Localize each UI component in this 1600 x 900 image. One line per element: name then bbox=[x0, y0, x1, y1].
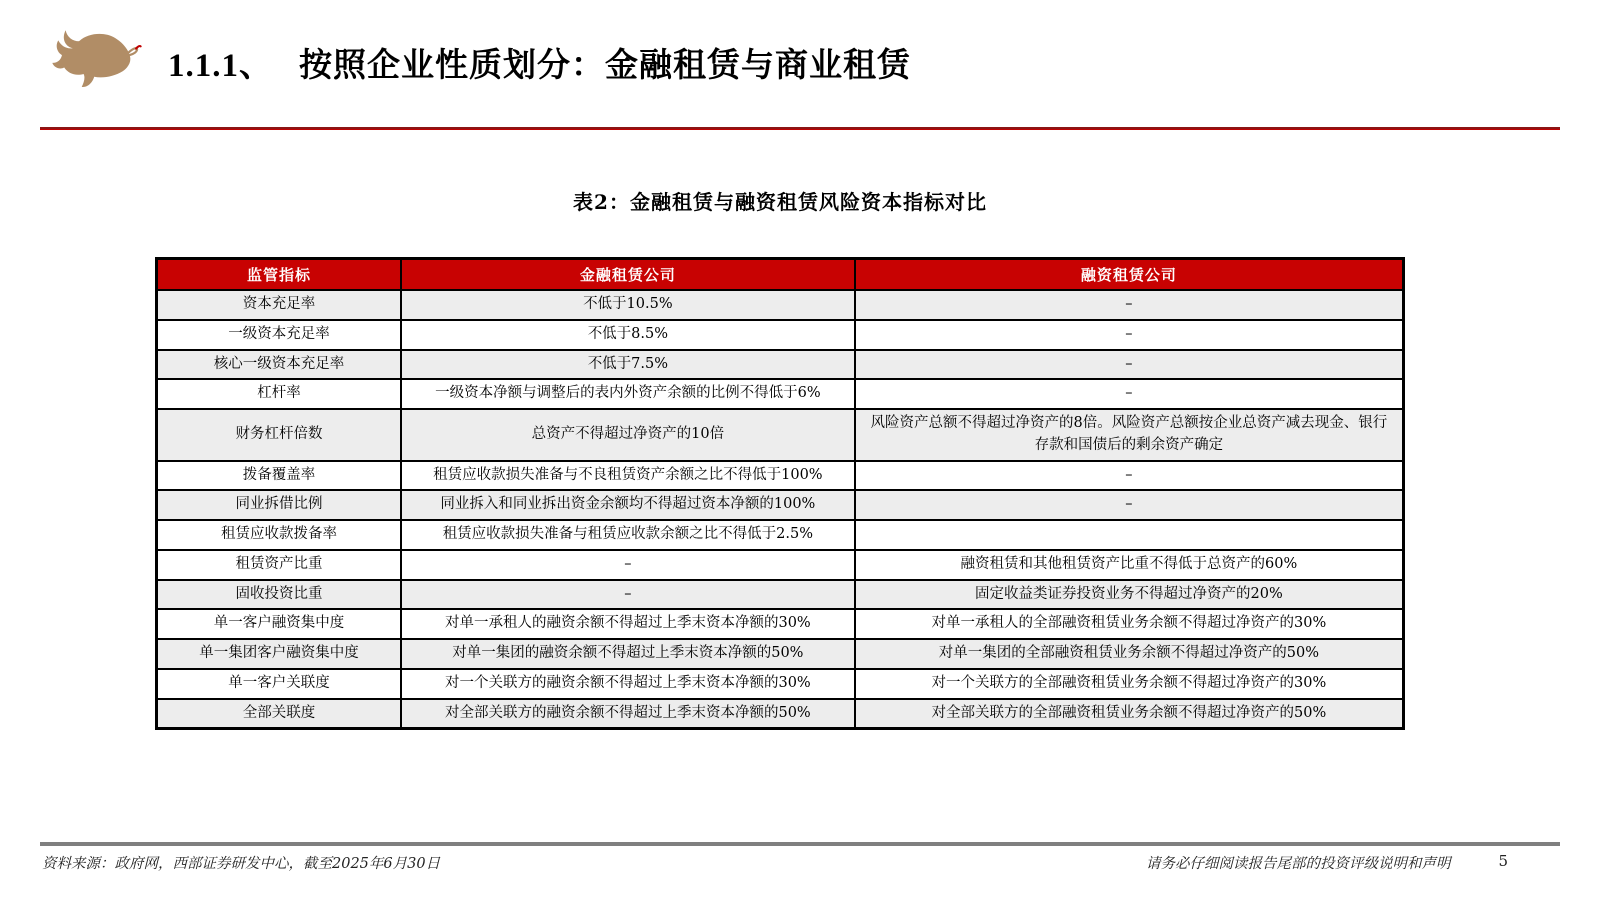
indicator-cell: 单一客户关联度 bbox=[157, 669, 401, 699]
indicator-cell: 同业拆借比例 bbox=[157, 490, 401, 520]
footer-divider-line bbox=[40, 842, 1560, 846]
indicator-cell: 租赁资产比重 bbox=[157, 550, 401, 580]
column-header-indicator: 监管指标 bbox=[157, 259, 401, 291]
table-row bbox=[157, 580, 1404, 610]
finance-leasing-cell: 风险资产总额不得超过净资产的8倍。风险资产总额按企业总资产减去现金、银行存款和国债后的剩余资产确定 bbox=[855, 409, 1404, 461]
page-header bbox=[50, 26, 911, 98]
finance-leasing-cell: – bbox=[855, 350, 1404, 380]
financial-leasing-cell: 一级资本净额与调整后的表内外资产余额的比例不得低于6% bbox=[401, 379, 855, 409]
finance-leasing-cell: 对全部关联方的全部融资租赁业务余额不得超过净资产的50% bbox=[855, 699, 1404, 729]
finance-leasing-cell: 对单一承租人的全部融资租赁业务余额不得超过净资产的30% bbox=[855, 609, 1404, 639]
financial-leasing-cell: 租赁应收款损失准备与不良租赁资产余额之比不得低于100% bbox=[401, 461, 855, 491]
finance-leasing-cell: – bbox=[855, 490, 1404, 520]
table-row bbox=[157, 490, 1404, 520]
finance-leasing-cell: 固定收益类证券投资业务不得超过净资产的20% bbox=[855, 580, 1404, 610]
financial-leasing-cell: 对单一集团的融资余额不得超过上季末资本净额的50% bbox=[401, 639, 855, 669]
page-title bbox=[168, 39, 911, 86]
financial-leasing-cell: – bbox=[401, 550, 855, 580]
table-row bbox=[157, 699, 1404, 729]
indicator-cell: 单一客户融资集中度 bbox=[157, 609, 401, 639]
finance-leasing-cell: 对单一集团的全部融资租赁业务余额不得超过净资产的50% bbox=[855, 639, 1404, 669]
indicator-cell: 杠杆率 bbox=[157, 379, 401, 409]
indicator-cell: 全部关联度 bbox=[157, 699, 401, 729]
indicator-cell: 固收投资比重 bbox=[157, 580, 401, 610]
finance-leasing-cell: – bbox=[855, 290, 1404, 320]
finance-leasing-cell: – bbox=[855, 461, 1404, 491]
finance-leasing-cell: 对一个关联方的全部融资租赁业务余额不得超过净资产的30% bbox=[855, 669, 1404, 699]
indicator-cell: 一级资本充足率 bbox=[157, 320, 401, 350]
bull-logo-icon bbox=[50, 26, 142, 98]
comparison-table bbox=[155, 257, 1405, 730]
table-header-row bbox=[157, 259, 1404, 291]
table-row bbox=[157, 669, 1404, 699]
financial-leasing-cell: 不低于8.5% bbox=[401, 320, 855, 350]
table-row bbox=[157, 639, 1404, 669]
financial-leasing-cell: 对一个关联方的融资余额不得超过上季末资本净额的30% bbox=[401, 669, 855, 699]
finance-leasing-cell: 融资租赁和其他租赁资产比重不得低于总资产的60% bbox=[855, 550, 1404, 580]
finance-leasing-cell: – bbox=[855, 379, 1404, 409]
finance-leasing-cell: – bbox=[855, 320, 1404, 350]
financial-leasing-cell: 对单一承租人的融资余额不得超过上季末资本净额的30% bbox=[401, 609, 855, 639]
financial-leasing-cell: 总资产不得超过净资产的10倍 bbox=[401, 409, 855, 461]
indicator-cell: 核心一级资本充足率 bbox=[157, 350, 401, 380]
table-row bbox=[157, 609, 1404, 639]
financial-leasing-cell: 同业拆入和同业拆出资金余额均不得超过资本净额的100% bbox=[401, 490, 855, 520]
table-row bbox=[157, 379, 1404, 409]
page-number: 5 bbox=[1498, 852, 1508, 870]
table-body bbox=[157, 290, 1404, 729]
financial-leasing-cell: 对全部关联方的融资余额不得超过上季末资本净额的50% bbox=[401, 699, 855, 729]
indicator-cell: 财务杠杆倍数 bbox=[157, 409, 401, 461]
section-number: 1.1.1、 bbox=[168, 47, 273, 84]
page-footer bbox=[42, 852, 1560, 873]
finance-leasing-cell bbox=[855, 520, 1404, 550]
table-row bbox=[157, 550, 1404, 580]
indicator-cell: 租赁应收款拨备率 bbox=[157, 520, 401, 550]
title-divider-line bbox=[40, 127, 1560, 130]
financial-leasing-cell: 租赁应收款损失准备与租赁应收款余额之比不得低于2.5% bbox=[401, 520, 855, 550]
financial-leasing-cell: – bbox=[401, 580, 855, 610]
table-row bbox=[157, 461, 1404, 491]
indicator-cell: 拨备覆盖率 bbox=[157, 461, 401, 491]
table-caption: 表2：金融租赁与融资租赁风险资本指标对比 bbox=[573, 190, 987, 214]
financial-leasing-cell: 不低于7.5% bbox=[401, 350, 855, 380]
column-header-financial-leasing: 金融租赁公司 bbox=[401, 259, 855, 291]
column-header-finance-leasing: 融资租赁公司 bbox=[855, 259, 1404, 291]
source-note: 资料来源：政府网，西部证券研发中心，截至2025年6月30日 bbox=[42, 856, 441, 872]
table-row bbox=[157, 290, 1404, 320]
table-row bbox=[157, 350, 1404, 380]
table-row bbox=[157, 320, 1404, 350]
table-row bbox=[157, 409, 1404, 461]
financial-leasing-cell: 不低于10.5% bbox=[401, 290, 855, 320]
indicator-cell: 资本充足率 bbox=[157, 290, 401, 320]
table-row bbox=[157, 520, 1404, 550]
section-title-text: 按照企业性质划分：金融租赁与商业租赁 bbox=[299, 44, 911, 84]
indicator-cell: 单一集团客户融资集中度 bbox=[157, 639, 401, 669]
disclaimer-text: 请务必仔细阅读报告尾部的投资评级说明和声明 bbox=[1145, 856, 1451, 872]
comparison-table-container bbox=[155, 257, 1405, 730]
